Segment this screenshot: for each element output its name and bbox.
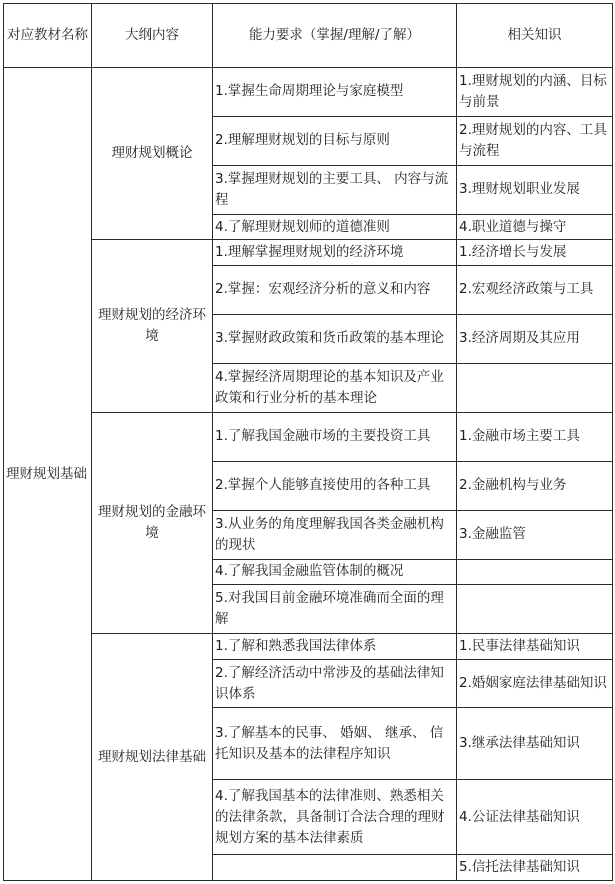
knowledge-cell: 5.信托法律基础知识 <box>457 855 613 881</box>
ability-cell <box>213 855 457 881</box>
ability-cell: 4.掌握经济周期理论的基本知识及产业政策和行业分析的基本理论 <box>213 363 457 412</box>
header-ability: 能力要求（掌握/理解/了解） <box>213 4 457 68</box>
header-knowledge: 相关知识 <box>457 4 613 68</box>
knowledge-cell: 4.职业道德与操守 <box>457 214 613 240</box>
knowledge-cell: 2.宏观经济政策与工具 <box>457 265 613 314</box>
knowledge-cell: 2.理财规划的内容、工具与流程 <box>457 116 613 165</box>
ability-cell: 1.了解和熟悉我国法律体系 <box>213 634 457 660</box>
table-row <box>4 68 613 117</box>
ability-cell: 4.了解我国基本的法律准则、熟悉相关的法律条款，具备制订合法合理的理财规划方案的基本法律素质 <box>213 779 457 854</box>
knowledge-cell: 2.婚姻家庭法律基础知识 <box>457 659 613 708</box>
ability-cell: 2.了解经济活动中常涉及的基础法律知识体系 <box>213 659 457 708</box>
ability-cell: 3.掌握理财规划的主要工具、 内容与流程 <box>213 165 457 214</box>
knowledge-cell: 3.经济周期及其应用 <box>457 314 613 363</box>
syllabus-table <box>3 3 613 881</box>
ability-cell: 3.了解基本的民事、 婚姻、 继承、 信托知识及基本的法律程序知识 <box>213 708 457 779</box>
outline-cell: 理财规划的经济环境 <box>92 240 213 412</box>
header-outline: 大纲内容 <box>92 4 213 68</box>
knowledge-cell: 4.公证法律基础知识 <box>457 779 613 854</box>
outline-cell: 理财规划概论 <box>92 68 213 240</box>
outline-cell: 理财规划的金融环境 <box>92 412 213 633</box>
table-row <box>4 412 613 461</box>
knowledge-cell: 1.理财规划的内涵、目标与前景 <box>457 68 613 117</box>
table-row <box>4 240 613 266</box>
knowledge-cell: 1.民事法律基础知识 <box>457 634 613 660</box>
knowledge-cell <box>457 363 613 412</box>
outline-cell: 理财规划法律基础 <box>92 634 213 881</box>
ability-cell: 4.了解理财规划师的道德准则 <box>213 214 457 240</box>
knowledge-cell: 3.理财规划职业发展 <box>457 165 613 214</box>
table-row <box>4 634 613 660</box>
knowledge-cell: 3.金融监管 <box>457 510 613 559</box>
ability-cell: 2.掌握：宏观经济分析的意义和内容 <box>213 265 457 314</box>
ability-cell: 1.掌握生命周期理论与家庭模型 <box>213 68 457 117</box>
ability-cell: 3.从业务的角度理解我国各类金融机构的现状 <box>213 510 457 559</box>
ability-cell: 1.了解我国金融市场的主要投资工具 <box>213 412 457 461</box>
ability-cell: 2.理解理财规划的目标与原则 <box>213 116 457 165</box>
knowledge-cell <box>457 559 613 585</box>
ability-cell: 3.掌握财政政策和货币政策的基本理论 <box>213 314 457 363</box>
knowledge-cell: 3.继承法律基础知识 <box>457 708 613 779</box>
ability-cell: 5.对我国目前金融环境准确而全面的理解 <box>213 585 457 634</box>
textbook-cell: 理财规划基础 <box>4 68 92 881</box>
header-textbook: 对应教材名称 <box>4 4 92 68</box>
knowledge-cell: 2.金融机构与业务 <box>457 461 613 510</box>
header-row <box>4 4 613 68</box>
knowledge-cell: 1.金融市场主要工具 <box>457 412 613 461</box>
knowledge-cell <box>457 585 613 634</box>
knowledge-cell: 1.经济增长与发展 <box>457 240 613 266</box>
ability-cell: 2.掌握个人能够直接使用的各种工具 <box>213 461 457 510</box>
ability-cell: 4.了解我国金融监管体制的概况 <box>213 559 457 585</box>
ability-cell: 1.理解掌握理财规划的经济环境 <box>213 240 457 266</box>
